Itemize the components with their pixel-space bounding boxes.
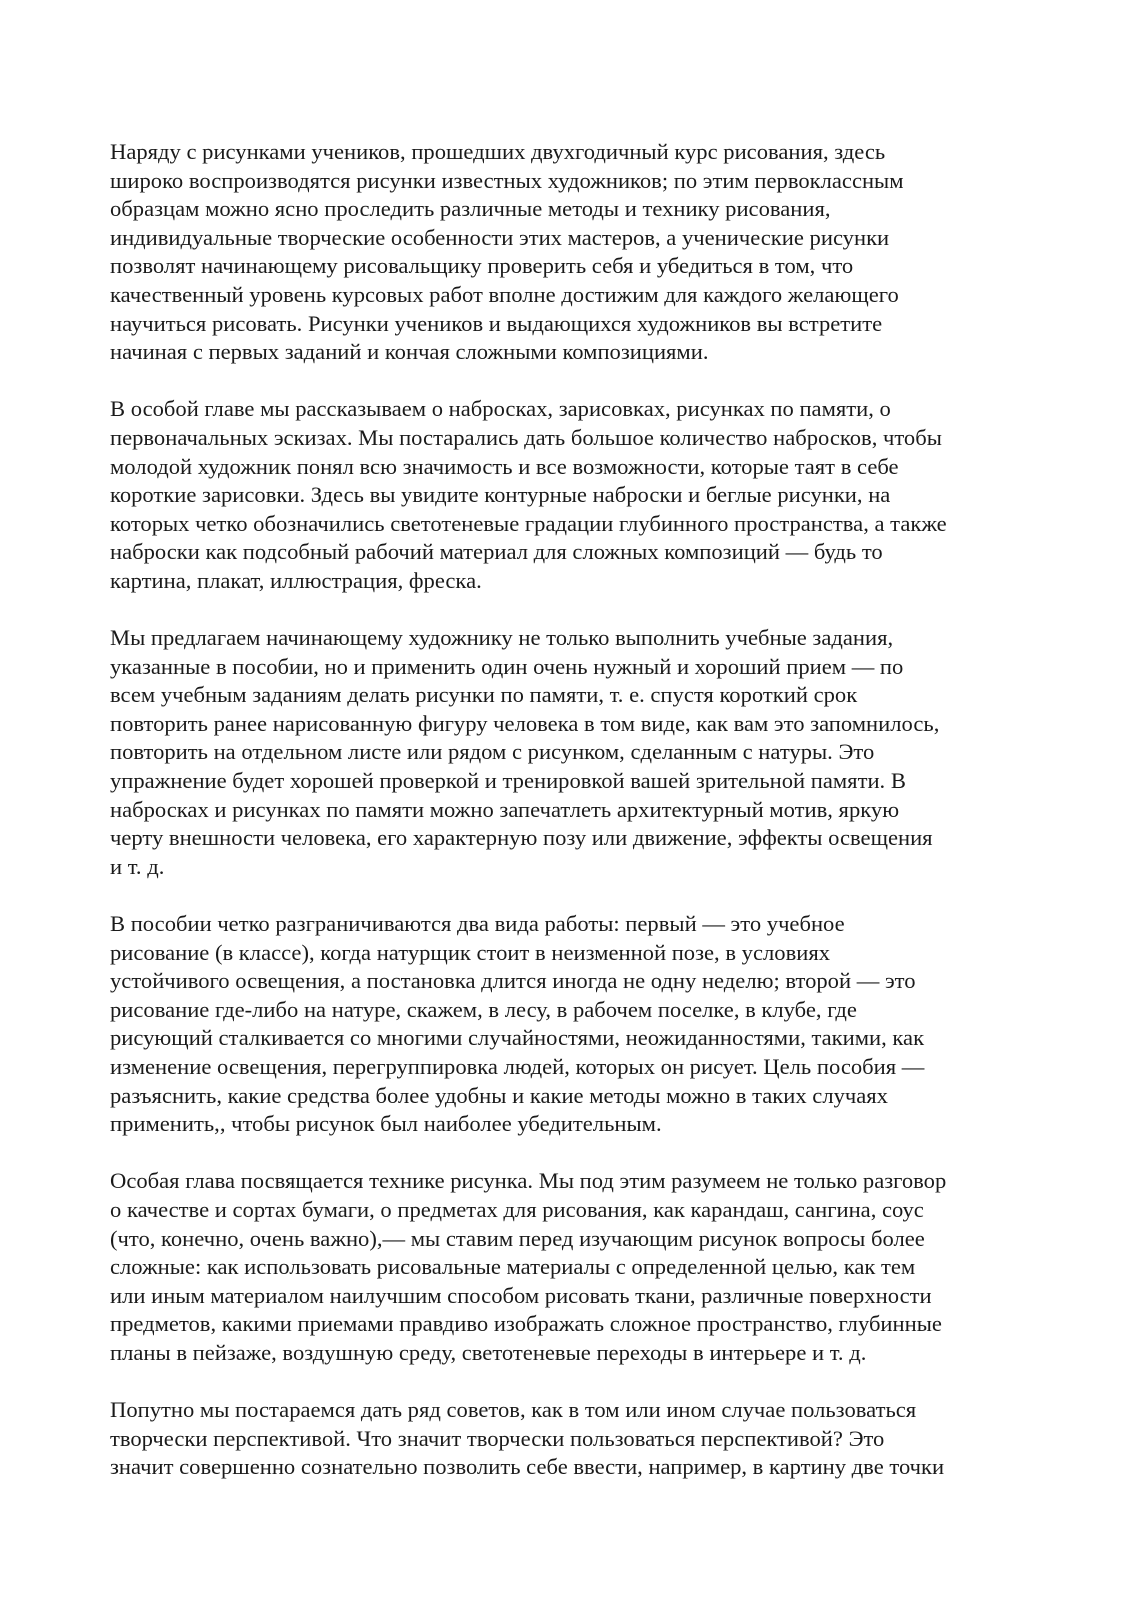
text-line: Особая глава посвящается технике рисунка. Мы под этим разумеем не только разговор: [110, 1168, 947, 1194]
text-line: качественный уровень курсовых работ вполне достижим для каждого желающего: [110, 281, 899, 307]
text-line: творчески перспективой. Что значит творчески пользоваться перспективой? Это: [110, 1425, 885, 1451]
text-line: позволят начинающему рисовальщику проверить себя и убедиться в том, что: [110, 253, 854, 279]
paragraph-6: [110, 1396, 1040, 1482]
text-line: о качестве и сортах бумаги, о предметах для рисования, как карандаш, сангина, соус: [110, 1196, 924, 1222]
text-line: указанные в пособии, но и применить один очень нужный и хороший прием — по: [110, 653, 904, 679]
document-page: [110, 138, 1040, 1511]
text-line: молодой художник понял всю значимость и все возможности, которые таят в себе: [110, 453, 899, 479]
paragraph-5: [110, 1167, 1040, 1367]
text-line: Попутно мы постараемся дать ряд советов, как в том или ином случае пользоваться: [110, 1397, 917, 1423]
text-line: Наряду с рисунками учеников, прошедших двухгодичный курс рисования, здесь: [110, 139, 886, 164]
text-line: картина, плакат, иллюстрация, фреска.: [110, 567, 482, 593]
text-line: или иным материалом наилучшим способом рисовать ткани, различные поверхности: [110, 1282, 932, 1308]
paragraph-3: [110, 624, 1040, 881]
text-line: черту внешности человека, его характерную позу или движение, эффекты освещения: [110, 825, 933, 851]
text-line: разъяснить, какие средства более удобны и какие методы можно в таких случаях: [110, 1082, 888, 1108]
text-line: применить,, чтобы рисунок был наиболее убедительным.: [110, 1111, 662, 1137]
paragraph-4: [110, 910, 1040, 1139]
paragraph-1: [110, 138, 1040, 367]
text-line: наброски как подсобный рабочий материал для сложных композиций — будь то: [110, 539, 883, 565]
text-line: повторить на отдельном листе или рядом с рисунком, сделанным с натуры. Это: [110, 739, 875, 765]
text-line: рисующий сталкивается со многими случайностями, неожиданностями, такими, как: [110, 1025, 925, 1051]
text-line: (что, конечно, очень важно),— мы ставим перед изучающим рисунок вопросы более: [110, 1225, 925, 1251]
text-line: планы в пейзаже, воздушную среду, светотеневые переходы в интерьере и т. д.: [110, 1339, 867, 1365]
text-line: рисование где-либо на натуре, скажем, в лесу, в рабочем поселке, в клубе, где: [110, 996, 857, 1022]
text-line: индивидуальные творческие особенности этих мастеров, а ученические рисунки: [110, 224, 890, 250]
text-line: В пособии четко разграничиваются два вида работы: первый — это учебное: [110, 911, 845, 937]
text-line: повторить ранее нарисованную фигуру человека в том виде, как вам это запомнилось,: [110, 710, 940, 736]
text-line: начиная с первых заданий и кончая сложными композициями.: [110, 339, 709, 365]
text-line: упражнение будет хорошей проверкой и тренировкой вашей зрительной памяти. В: [110, 768, 906, 794]
text-line: образцам можно ясно проследить различные методы и технику рисования,: [110, 196, 831, 222]
text-line: научиться рисовать. Рисунки учеников и выдающихся художников вы встретите: [110, 310, 883, 336]
text-line: рисование (в классе), когда натурщик стоит в неизменной позе, в условиях: [110, 939, 831, 965]
text-line: первоначальных эскизах. Мы постарались дать большое количество набросков, чтобы: [110, 424, 942, 450]
text-line: набросках и рисунках по памяти можно запечатлеть архитектурный мотив, яркую: [110, 796, 900, 822]
text-line: изменение освещения, перегруппировка людей, которых он рисует. Цель пособия —: [110, 1054, 925, 1079]
text-line: сложные: как использовать рисовальные материалы с определенной целью, как тем: [110, 1254, 916, 1280]
text-line: которых четко обозначились светотеневые градации глубинного пространства, а также: [110, 510, 947, 536]
paragraph-2: [110, 395, 1040, 595]
text-line: значит совершенно сознательно позволить себе ввести, например, в картину две точки: [110, 1454, 945, 1480]
text-line: Мы предлагаем начинающему художнику не только выполнить учебные задания,: [110, 625, 894, 651]
text-line: и т. д.: [110, 853, 165, 879]
text-line: устойчивого освещения, а постановка длится иногда не одну неделю; второй — это: [110, 968, 916, 994]
text-line: широко воспроизводятся рисунки известных художников; по этим первоклассным: [110, 167, 904, 193]
text-line: В особой главе мы рассказываем о набросках, зарисовках, рисунках по памяти, о: [110, 396, 891, 422]
text-line: всем учебным заданиям делать рисунки по памяти, т. е. спустя короткий срок: [110, 682, 858, 708]
text-line: предметов, какими приемами правдиво изображать сложное пространство, глубинные: [110, 1311, 942, 1337]
text-line: короткие зарисовки. Здесь вы увидите контурные наброски и беглые рисунки, на: [110, 482, 891, 508]
